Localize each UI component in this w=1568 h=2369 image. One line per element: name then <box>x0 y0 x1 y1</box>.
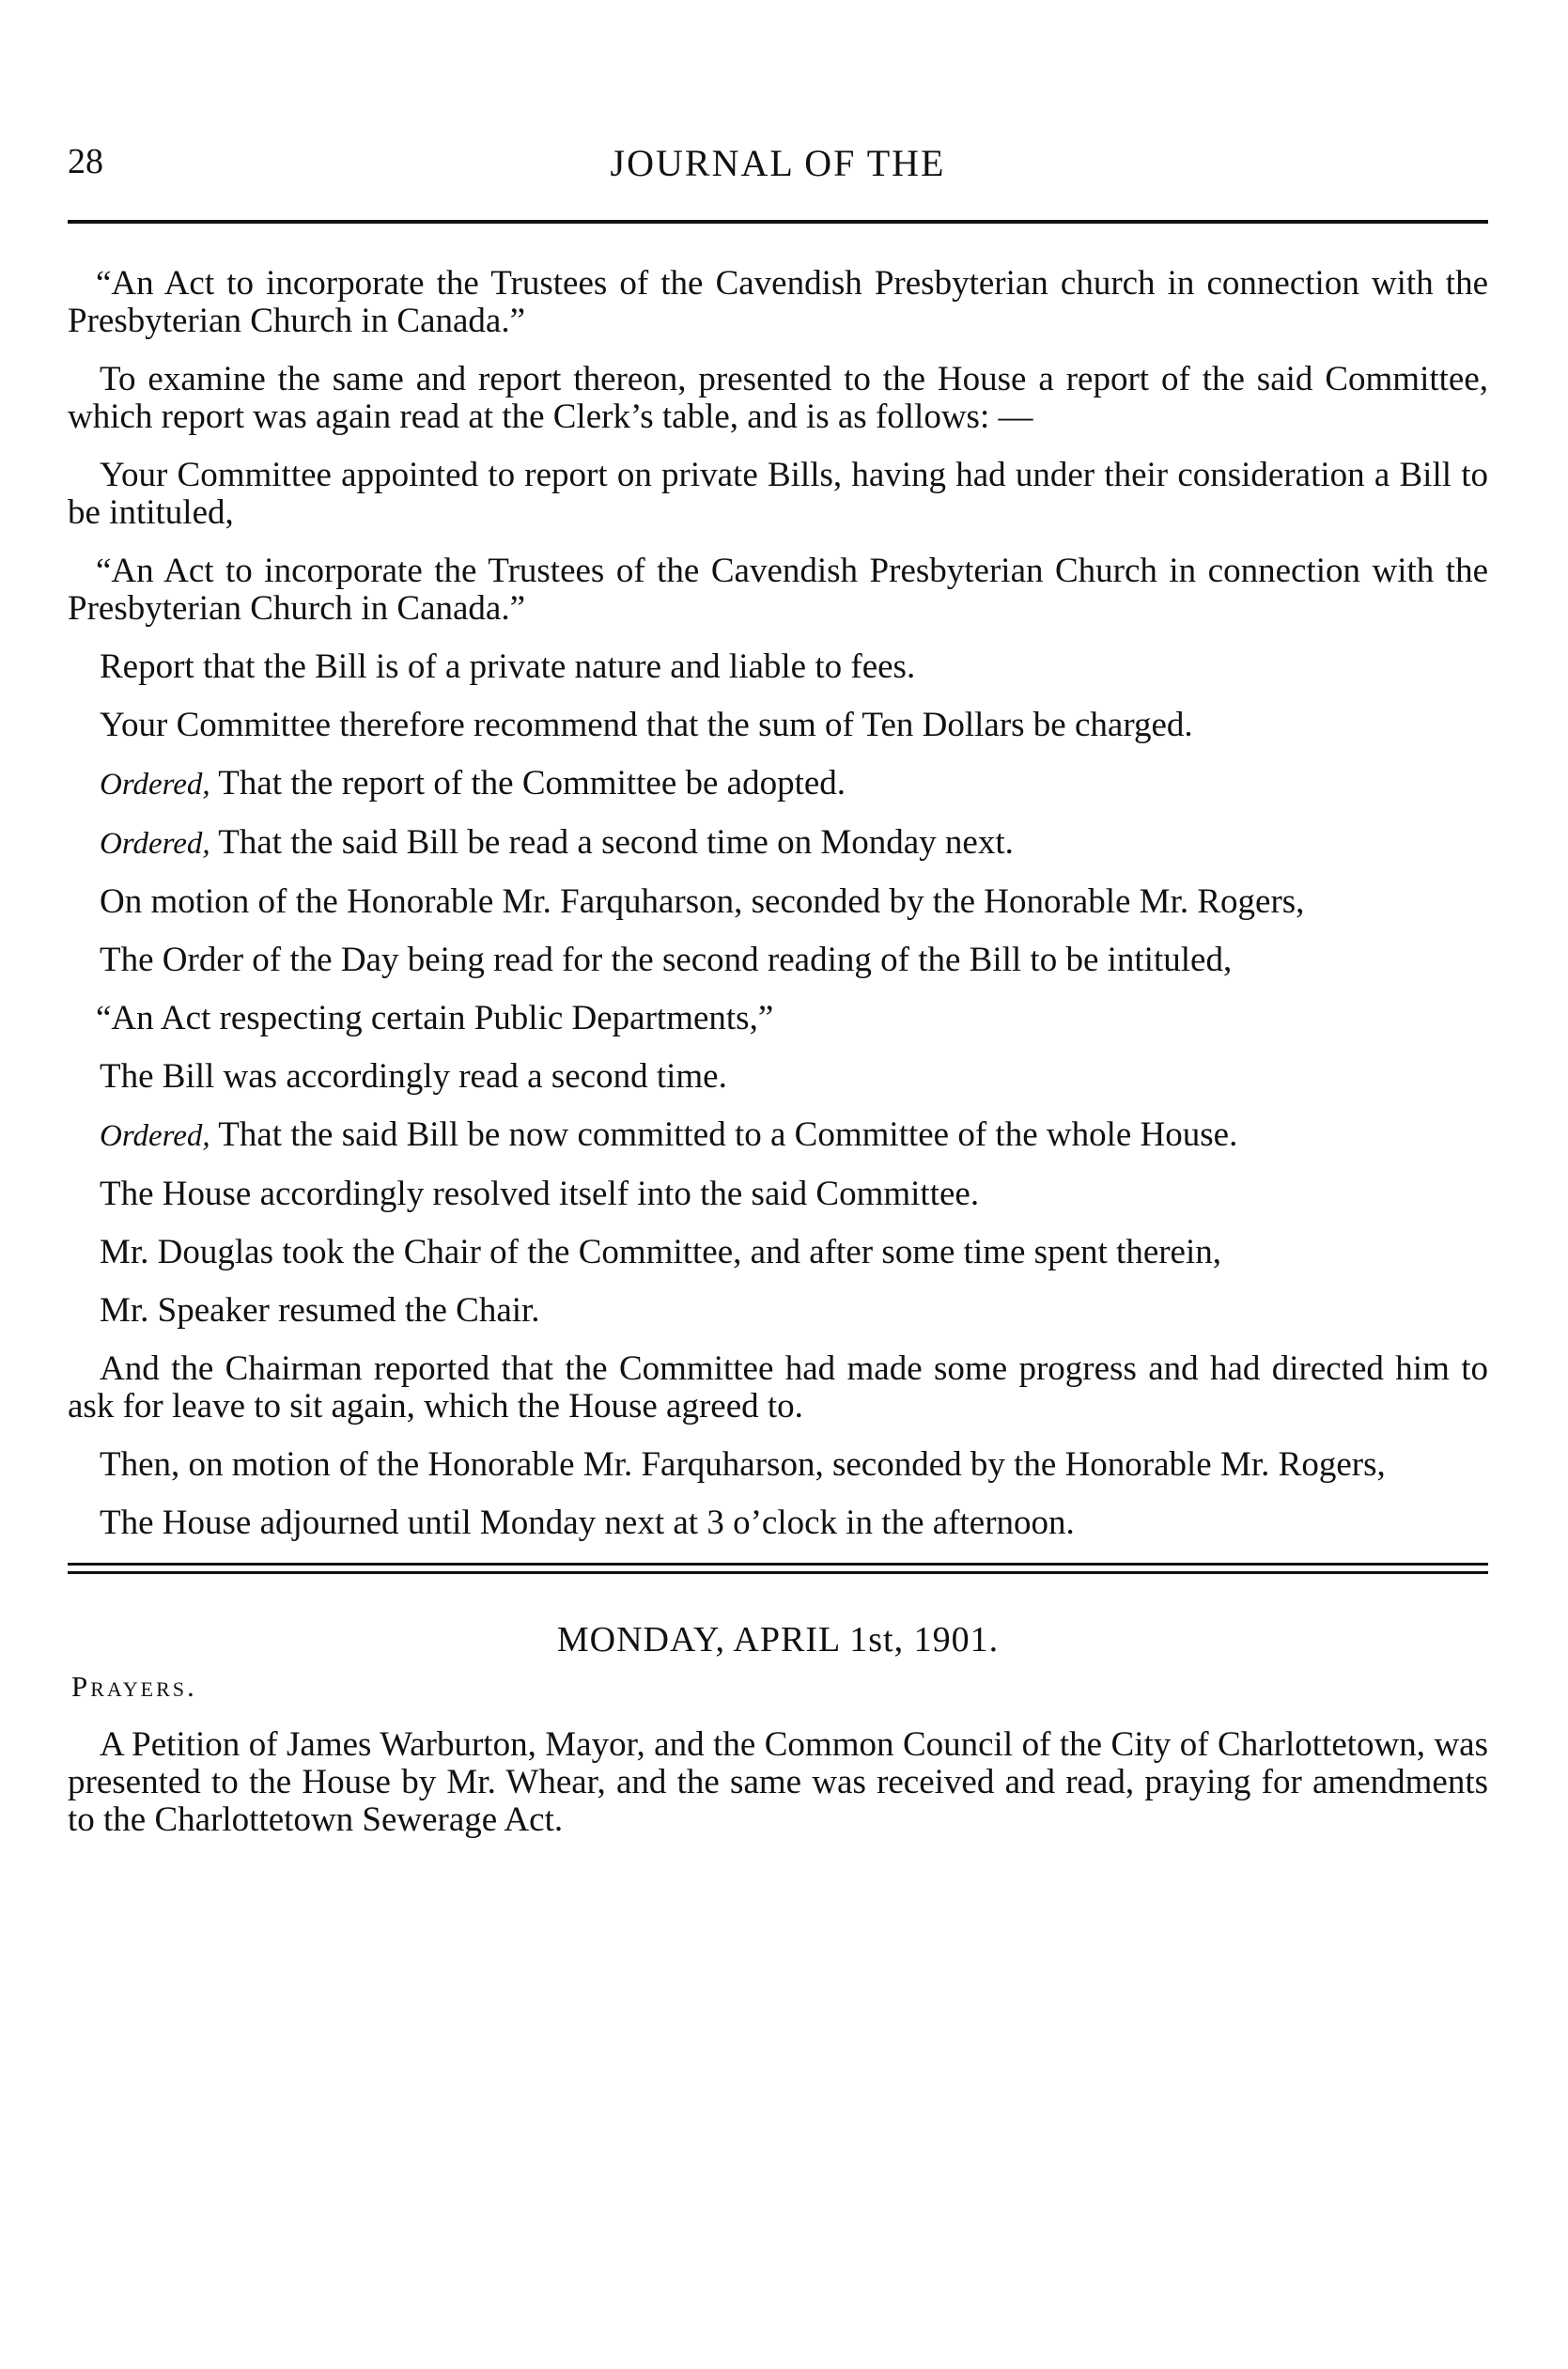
ordered-lead: Ordered, <box>100 827 210 861</box>
house-resolved: The House accordingly resolved itself into the said Committee. <box>100 1175 980 1213</box>
ordered-lead: Ordered, <box>100 768 210 802</box>
chairman-reported: And the Chairman reported that the Committee had made some progress and had directed him to ask for leave to sit again, which the House agreed to. <box>68 1349 1488 1426</box>
journal-body <box>68 265 1488 1860</box>
bill-read-second-time: The Bill was accordingly read a second time. <box>100 1057 727 1096</box>
page-header <box>68 141 1488 192</box>
bill-title-quote-3: “An Act respecting certain Public Departments,” <box>96 999 774 1037</box>
bill-title-quote-2: “An Act to incorporate the Trustees of the Cavendish Presbyterian Church in connection with the Presbyterian Church in Canada.” <box>68 552 1488 628</box>
ordered-second-reading <box>68 824 1488 863</box>
petition-paragraph: A Petition of James Warburton, Mayor, and the Common Council of the City of Charlottetown, was presented to the House by Mr. Whear, and the same was received and read, praying for amendments to the Charlottetown Sewerage Act. <box>68 1725 1488 1839</box>
prayers-label: Prayers. <box>71 1670 197 1703</box>
ordered-text: That the report of the Committee be adopted. <box>218 764 846 803</box>
report-fees: Report that the Bill is of a private nature and liable to fees. <box>100 647 916 686</box>
chair-taken: Mr. Douglas took the Chair of the Committee, and after some time spent therein, <box>100 1233 1222 1271</box>
date-heading: MONDAY, APRIL 1st, 1901. <box>556 1620 1000 1660</box>
ordered-text: That the said Bill be now committed to a Committee of the whole House. <box>218 1115 1238 1154</box>
header-rule <box>68 220 1488 224</box>
bill-title-quote: “An Act to incorporate the Trustees of the Cavendish Presbyterian church in connection with the Presbyterian Church in Canada.” <box>68 264 1488 340</box>
report-recommendation: Your Committee therefore recommend that the sum of Ten Dollars be charged. <box>100 706 1193 744</box>
ordered-lead: Ordered, <box>100 1119 210 1153</box>
ordered-text: That the said Bill be read a second time on Monday next. <box>218 823 1014 862</box>
committee-report-text: Your Committee appointed to report on private Bills, having had under their consideration a Bill to be intituled, <box>68 456 1488 532</box>
house-adjourned: The House adjourned until Monday next at 3 o’clock in the afternoon. <box>100 1504 1075 1542</box>
section-rule <box>68 1571 1488 1574</box>
order-of-day: The Order of the Day being read for the second reading of the Bill to be intituled, <box>100 941 1233 979</box>
speaker-resumed: Mr. Speaker resumed the Chair. <box>100 1291 540 1330</box>
page-number: 28 <box>68 142 103 181</box>
committee-report-intro: To examine the same and report thereon, presented to the House a report of the said Committee, which report was again read at the Clerk’s table, and is as follows: — <box>68 360 1488 436</box>
adjournment-motion: Then, on motion of the Honorable Mr. Farquharson, seconded by the Honorable Mr. Rogers, <box>100 1445 1386 1484</box>
ordered-committed <box>68 1116 1488 1155</box>
running-title: JOURNAL OF THE <box>610 142 946 184</box>
section-rule <box>68 1563 1488 1566</box>
motion-paragraph: On motion of the Honorable Mr. Farquharson, seconded by the Honorable Mr. Rogers, <box>100 882 1305 921</box>
ordered-report-adopted <box>68 765 1488 803</box>
